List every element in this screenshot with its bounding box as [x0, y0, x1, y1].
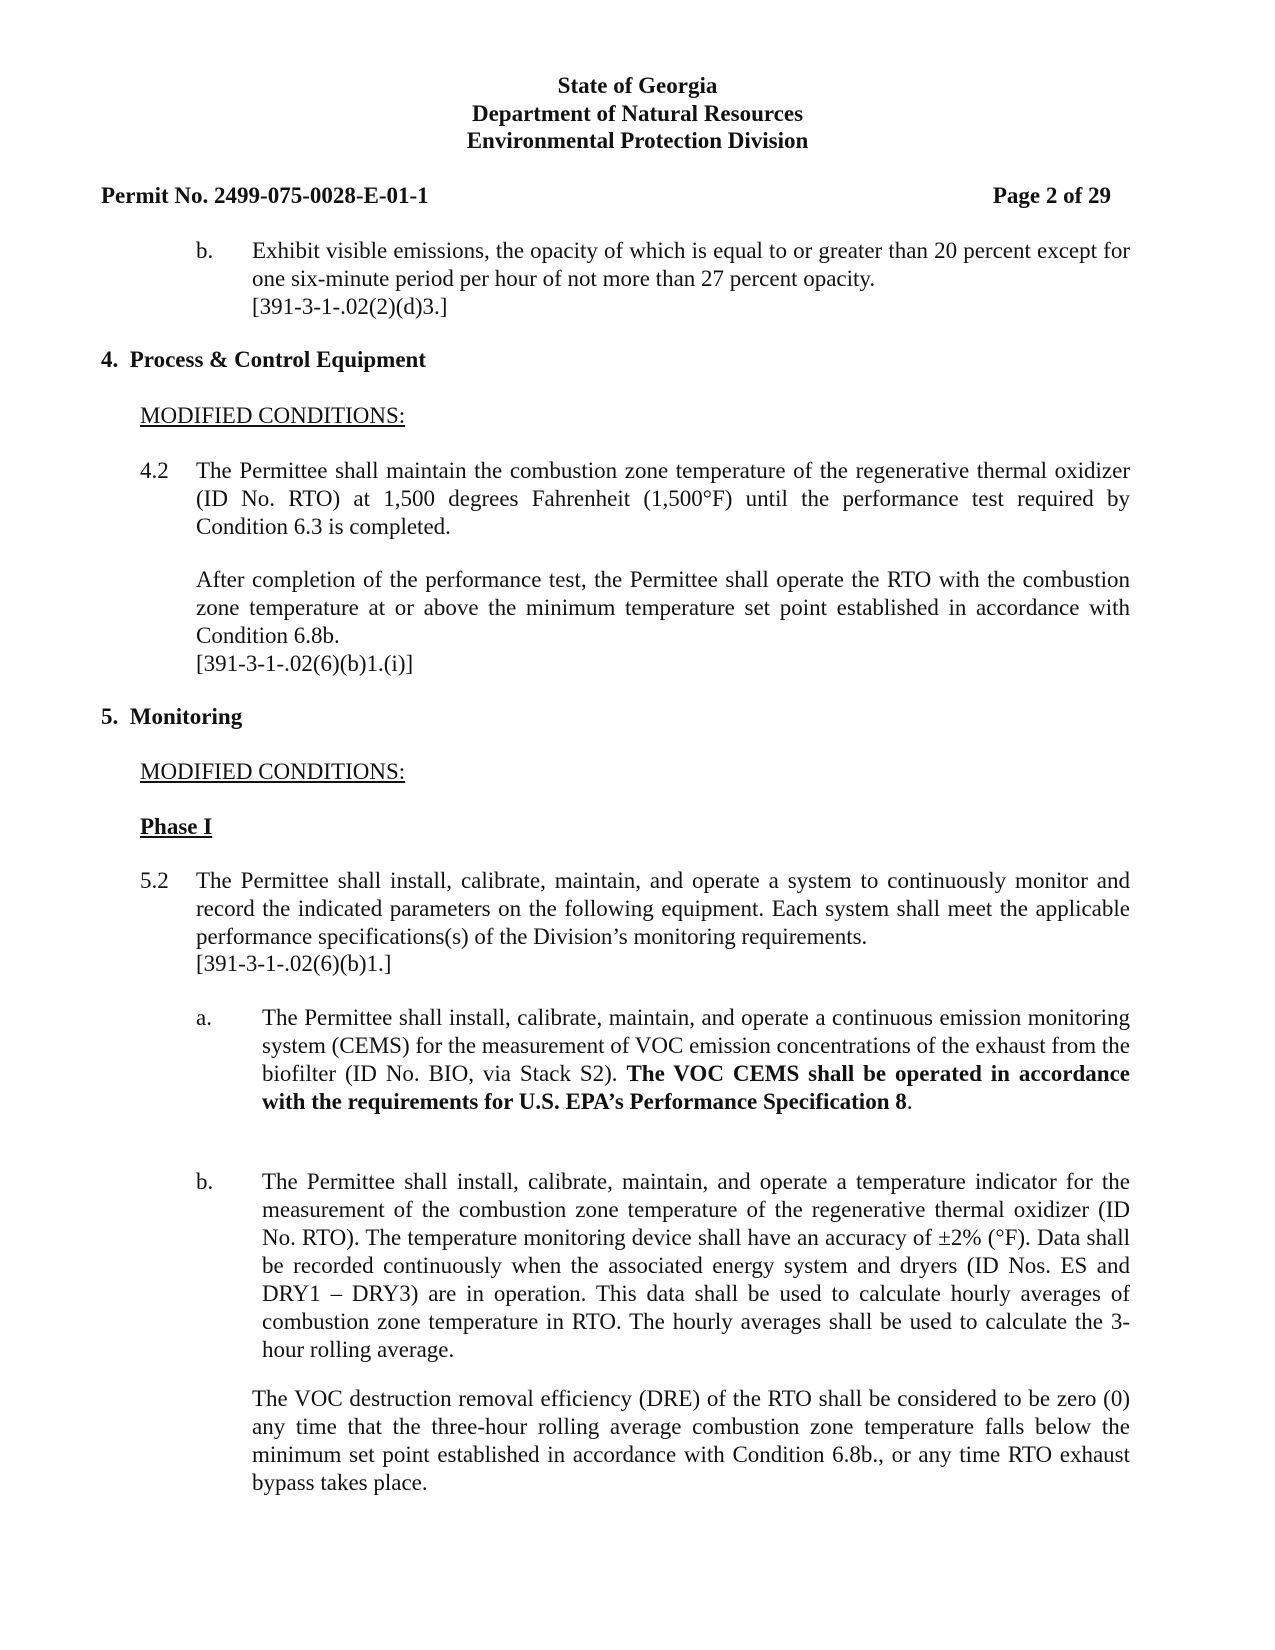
section-heading: 5. Monitoring [101, 704, 243, 729]
condition-text: The Permittee shall install, calibrate, maintain, and operate a system to continuously monitor and record the indicated parameters on the following equipment. Each system shall meet the applicable performance specifications(s) of the Division’s monitoring requirements. [196, 868, 1130, 949]
header-department: Department of Natural Resources [471, 101, 804, 126]
closing-paragraph: The VOC destruction removal efficiency (DRE) of the RTO shall be considered to be zero (0) any time that the three-hour rolling average combustion zone temperature falls below the minimum set point established in accordance with Condition 6.8b., or any time RTO exhaust bypass takes place. [252, 1386, 1130, 1495]
section-heading: 4. Process & Control Equipment [101, 347, 426, 372]
condition-number: 4.2 [140, 458, 169, 483]
subitem-text-bold: The VOC CEMS shall be operated in accordance with the requirements for U.S. EPA’s Performance Specification 8 [262, 1061, 1130, 1114]
condition-text: After completion of the performance test, the Permittee shall operate the RTO with the combustion zone temperature at or above the minimum temperature set point established in accordance with Condition 6.8b. [196, 567, 1130, 648]
condition-citation: [391-3-1-.02(6)(b)1.(i)] [196, 651, 414, 676]
item-text: Exhibit visible emissions, the opacity of which is equal to or greater than 20 percent except for one six-minute period per hour of not more than 27 percent opacity. [252, 238, 1130, 291]
subitem-text [262, 1004, 1130, 1116]
page-number: Page 2 of 29 [992, 183, 1111, 208]
item-marker: b. [196, 238, 214, 263]
condition-number: 5.2 [140, 868, 169, 893]
condition-citation: [391-3-1-.02(6)(b)1.] [196, 951, 392, 976]
item-citation: [391-3-1-.02(2)(d)3.] [252, 294, 448, 319]
subitem-text-end: . [906, 1089, 913, 1114]
header-division: Environmental Protection Division [466, 128, 809, 153]
phase-heading: Phase I [140, 814, 213, 839]
header-state: State of Georgia [557, 73, 718, 98]
subitem-text: The Permittee shall install, calibrate, maintain, and operate a temperature indicator for the measurement of the combustion zone temperature of the regenerative thermal oxidizer (ID No. RTO). The temperature monitoring device shall have an accuracy of ±2% (°F). Data shall be recorded continuously when the associated energy system and dryers (ID Nos. ES and DRY1 – DRY3) are in operation. This data shall be used to calculate hourly averages of combustion zone temperature in RTO. The hourly averages shall be used to calculate the 3-hour rolling average. [262, 1169, 1130, 1362]
modified-conditions-label: MODIFIED CONDITIONS: [140, 403, 406, 428]
permit-number: Permit No. 2499-075-0028-E-01-1 [101, 183, 429, 208]
subitem-marker: b. [196, 1169, 214, 1194]
subitem-marker: a. [196, 1005, 212, 1030]
condition-text: The Permittee shall maintain the combustion zone temperature of the regenerative thermal oxidizer (ID No. RTO) at 1,500 degrees Fahrenheit (1,500°F) until the performance test required by Condition 6.3 is completed. [196, 458, 1130, 539]
subitem-text-regular: The Permittee shall install, calibrate, maintain, and operate a continuous emission monitoring system (CEMS) for the measurement of VOC emission concentrations of the exhaust from the biofilter (ID No. BIO, via Stack S2). [262, 1005, 1130, 1086]
modified-conditions-label: MODIFIED CONDITIONS: [140, 759, 406, 784]
